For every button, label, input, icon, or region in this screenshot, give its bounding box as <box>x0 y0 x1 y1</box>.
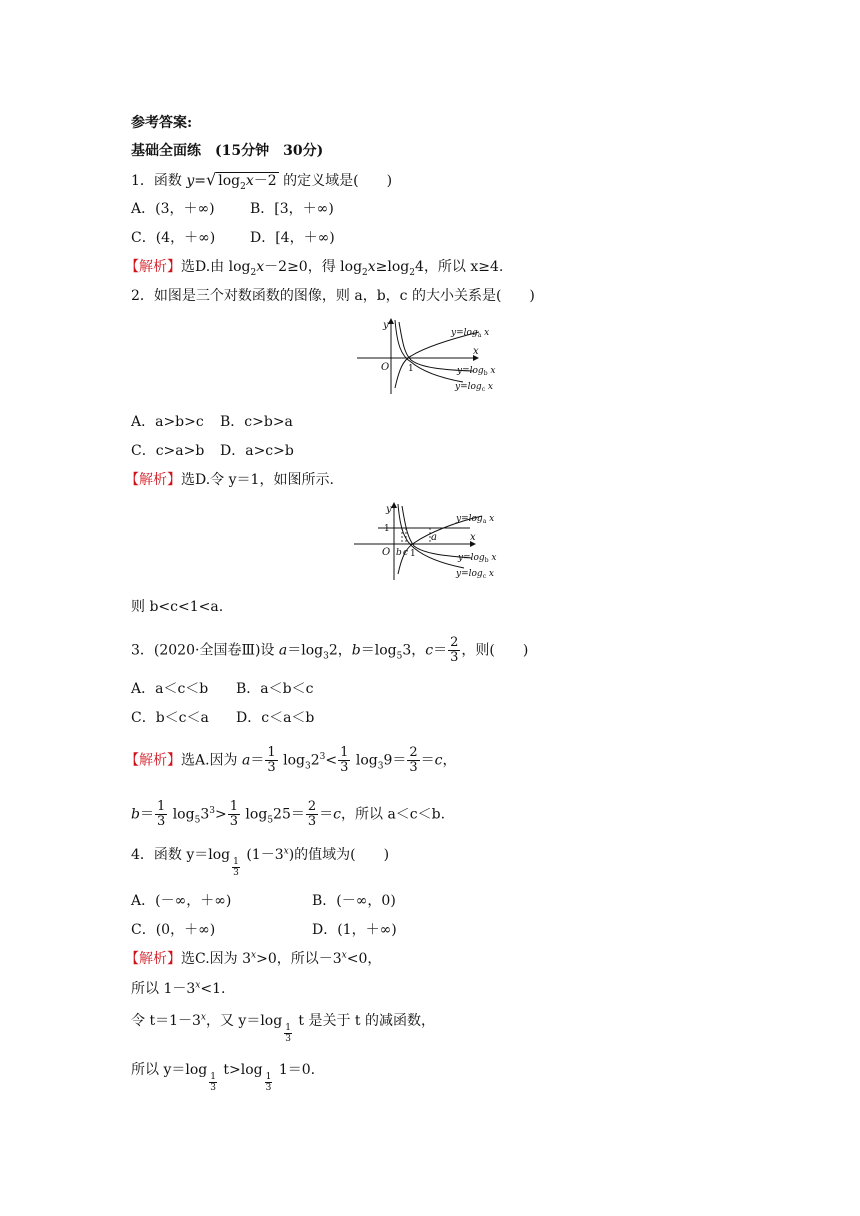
q2a-fig-a: a <box>431 532 437 543</box>
q2-option-d: D．a>c>b <box>220 443 294 459</box>
answer-heading: 参考答案: <box>131 115 193 131</box>
q3-analysis-line1: 【解析】选A.因为 a＝ $\frac{1}{3}$ $\log_32^3<$ $\frac{1}{3}$ $\log_39=$ $\frac{2}{3}$ ＝c， <box>125 745 457 775</box>
q2-fig-label-a: $y=\log_a$ x <box>451 328 490 339</box>
q2-stem: 2．如图是三个对数函数的图像，则 a，b，c 的大小关系是( ) <box>131 288 535 304</box>
q2-fig-label-c: $y=\log_c$ x <box>455 382 493 393</box>
q2a-fig-y-label: y <box>386 504 392 515</box>
section-title: 基础全面练 (15分钟 30分) <box>131 143 324 159</box>
q2-fig-one: 1 <box>408 364 414 374</box>
q3-analysis-line2: b＝ $\frac{1}{3}$ $\log_53^3>$ $\frac{1}{3}$ $\log_525=$ $\frac{2}{3}$ ＝c，所以 a＜c＜b. <box>131 799 446 829</box>
q1-option-b: B．[3，＋∞) <box>250 201 334 217</box>
q4-option-a: A．(－∞，＋∞) <box>131 893 232 909</box>
q1-stem: 1．函数 y=√ $\log_2x-2$ 的定义域是( ) <box>131 170 393 192</box>
q4-analysis-line1: 【解析】选C.因为 $3^x>0$，所以$-3^x<0$， <box>125 950 382 967</box>
q2-analysis: 【解析】选D.令 y＝1，如图所示. <box>125 472 334 488</box>
q3-option-a: A．a＜c＜b <box>131 681 209 697</box>
q2-fig-y-label: y <box>383 320 389 331</box>
q2-conclusion: 则 b<c<1<a. <box>131 599 224 615</box>
q4-option-b: B．(－∞，0) <box>312 893 396 909</box>
q2a-fig-x-label: x <box>470 532 476 543</box>
q2-fig-origin: O <box>381 362 390 373</box>
q4-option-d: D．(1，＋∞) <box>312 922 397 938</box>
q2a-fig-one-y: 1 <box>384 524 390 534</box>
q3-option-b: B．a＜b＜c <box>236 681 314 697</box>
q2-fig-x-label: x <box>473 346 479 357</box>
q2a-fig-label-b: $y=\log_b$ x <box>458 553 497 564</box>
q2-fig-label-b: $y=\log_b$ x <box>457 366 496 377</box>
q3-stem: 3．(2020·全国卷Ⅲ)设 $a=\log_32$，$b=\log_53$，c＝ $\frac{2}{3}$ ，则( ) <box>131 635 529 665</box>
q2a-fig-label-a: $y=\log_a$ x <box>456 514 495 525</box>
q2a-fig-origin: O <box>382 547 391 558</box>
q1-option-c: C．(4，＋∞) <box>131 230 216 246</box>
q2a-fig-b: b <box>396 548 402 558</box>
q2a-fig-label-c: $y=\log_c$ x <box>456 569 494 580</box>
q3-option-c: C．b＜c＜a <box>131 710 209 726</box>
q2-option-c: C．c>a>b <box>131 443 205 459</box>
q4-analysis-line4: 所以 y＝log $\frac{1}{3}$ t>log $\frac{1}{3}$ 1＝0. <box>131 1062 316 1093</box>
q4-stem: 4．函数 y＝log $\frac{1}{3}$ $(1-3^x)$的值域为( ) <box>131 846 390 878</box>
q4-option-c: C．(0，＋∞) <box>131 922 216 938</box>
q4-analysis-line3: 令 $t=1-3^x$，又 y＝log $\frac{1}{3}$ t 是关于 t 的减函数， <box>131 1012 435 1044</box>
q2a-fig-one-x: 1 <box>410 549 416 559</box>
q2-option-b: B．c>b>a <box>220 414 293 430</box>
q1-option-a: A．(3，＋∞) <box>131 201 215 217</box>
q1-option-d: D．[4，＋∞) <box>250 230 335 246</box>
q4-analysis-line2: 所以 $1-3^x<1$. <box>131 980 226 997</box>
q1-analysis: 【解析】选D.由 $\log_2x-2\ge 0$，得 $\log_2x\ge\log_24$，所以 x≥4. <box>125 259 504 278</box>
q2a-fig-c: c <box>403 548 409 558</box>
q2-figure-graph <box>355 316 515 396</box>
q2-analysis-figure <box>352 500 517 582</box>
q2-option-a: A．a>b>c <box>131 414 204 430</box>
q3-option-d: D．c＜a＜b <box>236 710 315 726</box>
